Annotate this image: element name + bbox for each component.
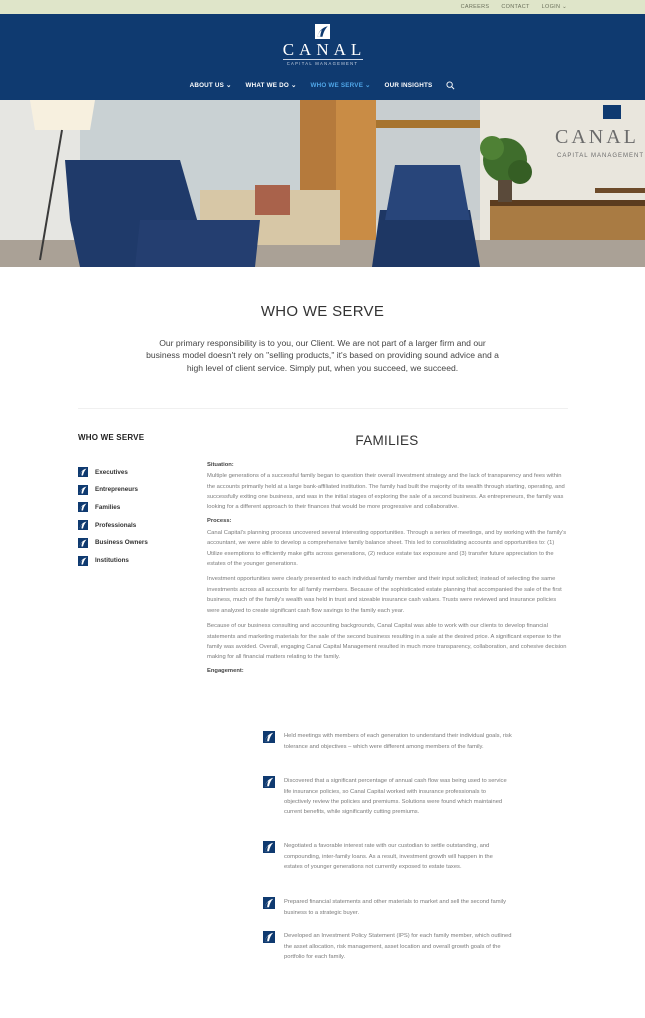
nav-who-we-serve[interactable]: WHO WE SERVE ⌄ bbox=[310, 82, 371, 89]
engagement-item bbox=[263, 897, 513, 918]
main-article bbox=[207, 433, 567, 674]
site-header bbox=[0, 14, 645, 100]
logo-wordmark: CANAL bbox=[282, 40, 367, 59]
canal-logo-icon bbox=[78, 556, 88, 566]
canal-logo-icon bbox=[78, 502, 88, 512]
careers-link[interactable]: CAREERS bbox=[460, 4, 490, 10]
process-text: Canal Capital's planning process uncovered several interesting opportunities. Through a series of meetings, and by working with the family's accountant, we were able to develop a comprehensive family balance sheet. This led to consolidating accounts and opportunities to: (1) Utilize exemptions to efficiently make gifts across generations, (2) reduce estate tax exposure and (3) transfer future appreciation to the estates of the younger generations. bbox=[207, 529, 567, 568]
canal-logo-icon bbox=[263, 731, 275, 743]
login-link[interactable]: LOGIN ⌄ bbox=[541, 4, 567, 10]
canal-logo-icon bbox=[263, 841, 275, 853]
engagement-text: Discovered that a significant percentage of annual cash flow was being used to service life insurance policies, so Canal Capital worked with insurance professionals to objectively review the policies and premiums. Solutions were found which maintained current benefits, while significantly cutting premiums. bbox=[284, 778, 507, 816]
canal-logo-icon bbox=[78, 467, 88, 477]
situation-heading: Situation: bbox=[207, 462, 234, 469]
engagement-text: Held meetings with members of each generation to understand their individual goals, risk tolerance and objectives – which were different among members of the family. bbox=[284, 733, 512, 750]
sidebar-item-executives[interactable] bbox=[78, 463, 198, 481]
canal-logo-icon bbox=[263, 776, 275, 788]
nav-our-insights[interactable]: OUR INSIGHTS bbox=[384, 82, 433, 89]
office-lobby-photo bbox=[0, 100, 645, 267]
sidebar-item-label: Business Owners bbox=[95, 539, 148, 547]
canal-logo-icon bbox=[263, 931, 275, 943]
process-text: Investment opportunities were clearly presented to each individual family member and their input solicited; instead of selecting the same investments across all accounts for all family members. Because of the sophisticated estate planning that accompanied the sale of the first business, much of the family's wealth was held in trust and sizeable insurance cash values. Trusts were reviewed and insurance policies were analyzed to create significant cash flow savings to the family each year. bbox=[207, 576, 562, 614]
process-text: Because of our business consulting and accounting backgrounds, Canal Capital was able to work with our clients to develop financial statements and marketing materials for the sale of the second business resulting in a sale at the desired price. A significant expense to the family was avoided. Overall, engaging Canal Capital Management resulted in much more transparency, collaboration, and cohesive decision making for all financial matters relating to the family. bbox=[207, 623, 567, 661]
canal-logo-icon bbox=[78, 520, 88, 530]
contact-link[interactable]: CONTACT bbox=[501, 4, 530, 10]
sidebar-title: WHO WE SERVE bbox=[78, 433, 145, 443]
sidebar-item-families[interactable] bbox=[78, 499, 198, 517]
canal-logo-icon bbox=[78, 538, 88, 548]
content-area bbox=[0, 409, 645, 1018]
wall-sign-text: CANAL bbox=[555, 126, 639, 148]
sidebar-item-label: Families bbox=[95, 503, 121, 511]
sidebar bbox=[78, 433, 198, 569]
intro-section bbox=[0, 267, 645, 374]
search-icon[interactable] bbox=[446, 81, 455, 90]
canal-logo-icon bbox=[263, 897, 275, 909]
wall-sign-subtext: CAPITAL MANAGEMENT bbox=[557, 153, 645, 159]
sidebar-item-entrepreneurs[interactable] bbox=[78, 481, 198, 499]
nav-about-us[interactable]: ABOUT US ⌄ bbox=[189, 82, 232, 89]
process-heading: Process: bbox=[207, 517, 232, 524]
engagement-item bbox=[263, 731, 513, 752]
sidebar-item-professionals[interactable] bbox=[78, 516, 198, 534]
situation-text: Multiple generations of a successful family began to question their overall investment strategy and the lack of transparency and fees within the accounts primarily held at a large bank-affiliated institution. The family had built the majority of its wealth through starting, operating, and successfully exiting one business, and was in the initial stages of exploring the sale of a second business. As entrepreneurs, the family was looking for a different approach to their finances that would be more progressive and collaborative. bbox=[207, 473, 565, 511]
sidebar-menu bbox=[78, 463, 198, 569]
sidebar-item-institutions[interactable] bbox=[78, 552, 198, 570]
engagement-item bbox=[263, 841, 513, 872]
sidebar-item-business-owners[interactable] bbox=[78, 534, 198, 552]
canal-logo-icon bbox=[78, 485, 88, 495]
sidebar-item-label: Executives bbox=[95, 468, 128, 476]
section-title: FAMILIES bbox=[355, 433, 419, 449]
logo-tagline: CAPITAL MANAGEMENT bbox=[283, 59, 363, 66]
nav-what-we-do[interactable]: WHAT WE DO ⌄ bbox=[245, 82, 297, 89]
sidebar-item-label: Entrepreneurs bbox=[95, 486, 139, 494]
canal-logo-icon bbox=[315, 24, 330, 39]
hero-image bbox=[0, 100, 645, 267]
engagement-item bbox=[263, 776, 513, 818]
site-logo[interactable] bbox=[273, 24, 373, 66]
engagement-heading: Engagement: bbox=[207, 667, 244, 674]
engagement-text: Negotiated a favorable interest rate with our custodian to settle outstanding, and compounding, inter-family loans. As a result, investment growth will happen in the estates of younger generations not currently exposed to estate taxes. bbox=[284, 843, 493, 871]
sidebar-item-label: Professionals bbox=[95, 521, 137, 529]
intro-text: Our primary responsibility is to you, our Client. We are not part of a larger firm and our business model doesn't rely on "selling products," it's based on providing sound advice and a high level of client service. Simply put, when you succeed, we succeed. bbox=[146, 338, 499, 373]
engagement-text: Developed an Investment Policy Statement (IPS) for each family member, which outlined the asset allocation, risk management, asset location and overall growth goals of the portfolio for each family. bbox=[284, 933, 512, 961]
sidebar-item-label: Institutions bbox=[95, 557, 129, 564]
page-title: WHO WE SERVE bbox=[260, 303, 385, 320]
utility-bar bbox=[0, 0, 645, 14]
main-nav bbox=[0, 81, 645, 90]
engagement-text: Prepared financial statements and other materials to market and sell the second family business to a strategic buyer. bbox=[284, 899, 507, 916]
engagement-item bbox=[263, 931, 513, 962]
